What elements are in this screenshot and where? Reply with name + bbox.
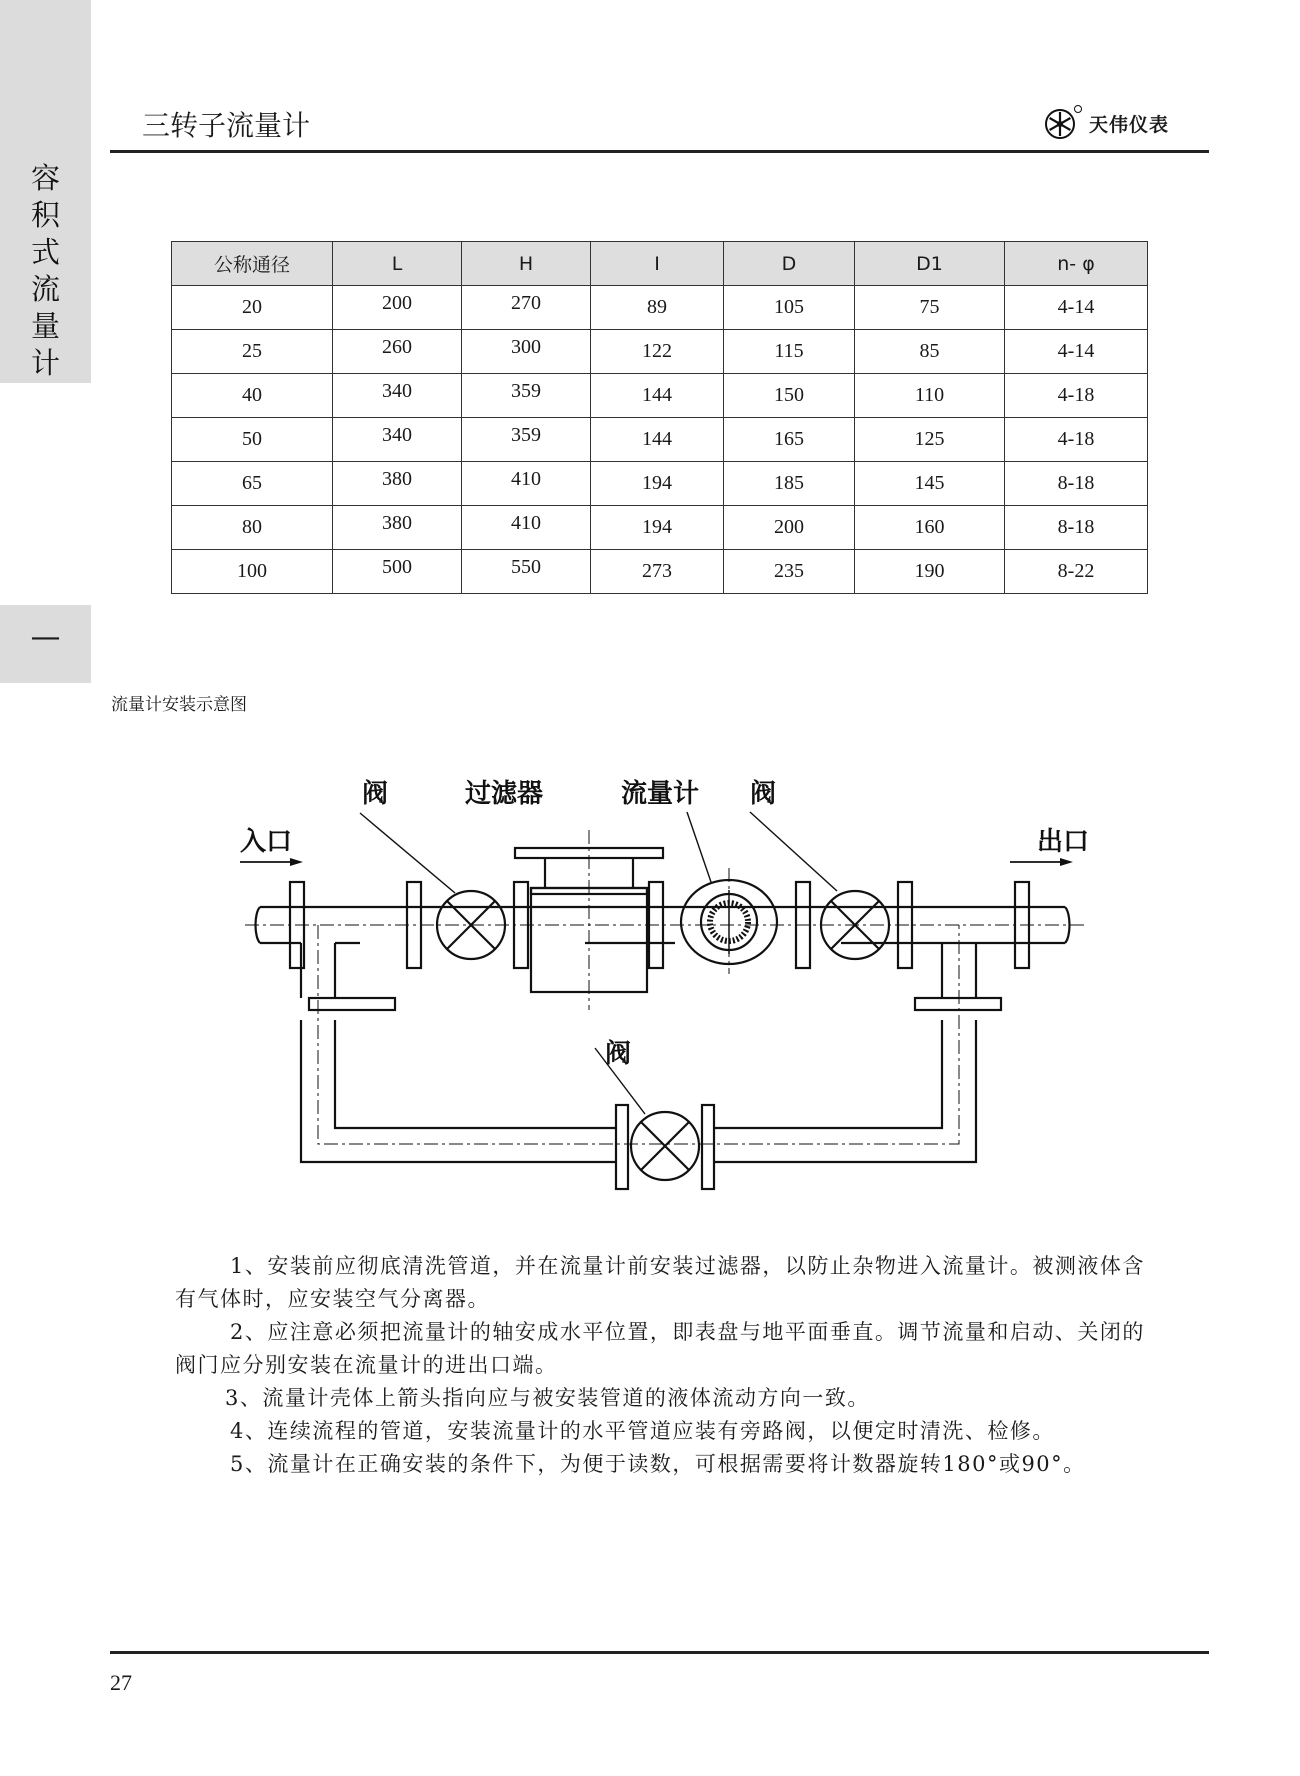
leader-line xyxy=(750,812,837,891)
flange xyxy=(702,1105,714,1189)
installation-notes xyxy=(175,1250,1145,1481)
table-cell: 89 xyxy=(591,286,724,330)
table-row xyxy=(172,374,1148,418)
table-cell: 380 xyxy=(333,506,462,550)
table-cell: 340 xyxy=(333,418,462,462)
table-cell: 260 xyxy=(333,330,462,374)
table-cell: 65 xyxy=(172,462,333,506)
col-header: I xyxy=(591,242,724,286)
table-cell: 340 xyxy=(333,374,462,418)
side-tab-marker-label: — xyxy=(30,620,61,655)
table-cell: 500 xyxy=(333,550,462,594)
table-header-row xyxy=(172,242,1148,286)
table-row xyxy=(172,330,1148,374)
table-cell: 25 xyxy=(172,330,333,374)
table-cell: 185 xyxy=(724,462,855,506)
table-cell: 359 xyxy=(462,418,591,462)
page-title: 三转子流量计 xyxy=(142,109,311,142)
brand-name: 天伟仪表 xyxy=(1089,114,1170,136)
installation-diagram xyxy=(225,760,1125,1200)
note-item: 2、应注意必须把流量计的轴安成水平位置，即表盘与地平面垂直。调节流量和启动、关闭的阀门应分别安装在流量计的进出口端。 xyxy=(175,1320,1145,1377)
flange xyxy=(309,998,395,1010)
flange xyxy=(915,998,1001,1010)
table-cell: 190 xyxy=(855,550,1005,594)
table-cell: 200 xyxy=(333,286,462,330)
table-cell: 50 xyxy=(172,418,333,462)
col-header: H xyxy=(462,242,591,286)
table-cell: 380 xyxy=(333,462,462,506)
table-cell: 194 xyxy=(591,462,724,506)
table-cell: 8-18 xyxy=(1005,462,1148,506)
table-cell: 4-14 xyxy=(1005,286,1148,330)
table-cell: 122 xyxy=(591,330,724,374)
table-cell: 4-18 xyxy=(1005,418,1148,462)
col-header: D1 xyxy=(855,242,1005,286)
table-cell: 150 xyxy=(724,374,855,418)
valve-label: 阀 xyxy=(750,779,777,809)
inlet-label: 入口 xyxy=(240,827,293,857)
col-header: L xyxy=(333,242,462,286)
table-cell: 194 xyxy=(591,506,724,550)
bypass-pipe xyxy=(301,1020,615,1162)
table-cell: 300 xyxy=(462,330,591,374)
table-cell: 144 xyxy=(591,374,724,418)
page-number: 27 xyxy=(110,1670,132,1695)
table-cell: 200 xyxy=(724,506,855,550)
table-cell: 80 xyxy=(172,506,333,550)
table-cell: 144 xyxy=(591,418,724,462)
col-header: 公称通径 xyxy=(172,242,333,286)
valve-label: 阀 xyxy=(605,1039,632,1069)
leader-line xyxy=(687,812,711,882)
table-cell: 165 xyxy=(724,418,855,462)
footer-rule xyxy=(110,1651,1209,1654)
note-item: 4、连续流程的管道，安装流量计的水平管道应装有旁路阀，以便定时清洗、检修。 xyxy=(230,1419,1055,1443)
table-cell: 145 xyxy=(855,462,1005,506)
note-item: 1、安装前应彻底清洗管道，并在流量计前安装过滤器，以防止杂物进入流量计。被测液体含有气体时，应安装空气分离器。 xyxy=(175,1254,1145,1311)
table-row xyxy=(172,506,1148,550)
table-cell: 273 xyxy=(591,550,724,594)
table-cell: 235 xyxy=(724,550,855,594)
valve-label: 阀 xyxy=(362,779,389,809)
table-cell: 20 xyxy=(172,286,333,330)
table-cell: 125 xyxy=(855,418,1005,462)
table-cell: 410 xyxy=(462,462,591,506)
table-cell: 4-14 xyxy=(1005,330,1148,374)
filter-label: 过滤器 xyxy=(465,779,544,809)
outlet-label: 出口 xyxy=(1037,827,1090,857)
table-cell: 105 xyxy=(724,286,855,330)
meter-label: 流量计 xyxy=(621,779,700,809)
table-row xyxy=(172,418,1148,462)
table-cell: 410 xyxy=(462,506,591,550)
table-cell: 110 xyxy=(855,374,1005,418)
col-header: n- φ xyxy=(1005,242,1148,286)
table-cell: 550 xyxy=(462,550,591,594)
table-cell: 75 xyxy=(855,286,1005,330)
table-cell: 4-18 xyxy=(1005,374,1148,418)
table-cell: 115 xyxy=(724,330,855,374)
header-rule xyxy=(110,150,1209,153)
col-header: D xyxy=(724,242,855,286)
table-cell: 8-22 xyxy=(1005,550,1148,594)
table-row xyxy=(172,462,1148,506)
note-item: 5、流量计在正确安装的条件下，为便于读数，可根据需要将计数器旋转180°或90°。 xyxy=(230,1452,1086,1476)
flange xyxy=(616,1105,628,1189)
side-tab-label: 容 积 式 流 量 计 xyxy=(30,161,60,380)
table-cell: 8-18 xyxy=(1005,506,1148,550)
table-cell: 100 xyxy=(172,550,333,594)
table-row xyxy=(172,286,1148,330)
table-cell: 85 xyxy=(855,330,1005,374)
table-cell: 359 xyxy=(462,374,591,418)
table-cell: 40 xyxy=(172,374,333,418)
table-row xyxy=(172,550,1148,594)
section-label: 流量计安装示意图 xyxy=(111,695,247,715)
table-cell: 270 xyxy=(462,286,591,330)
note-item: 3、流量计壳体上箭头指向应与被安装管道的液体流动方向一致。 xyxy=(225,1386,870,1410)
dimensions-table xyxy=(171,241,1148,594)
table-cell: 160 xyxy=(855,506,1005,550)
